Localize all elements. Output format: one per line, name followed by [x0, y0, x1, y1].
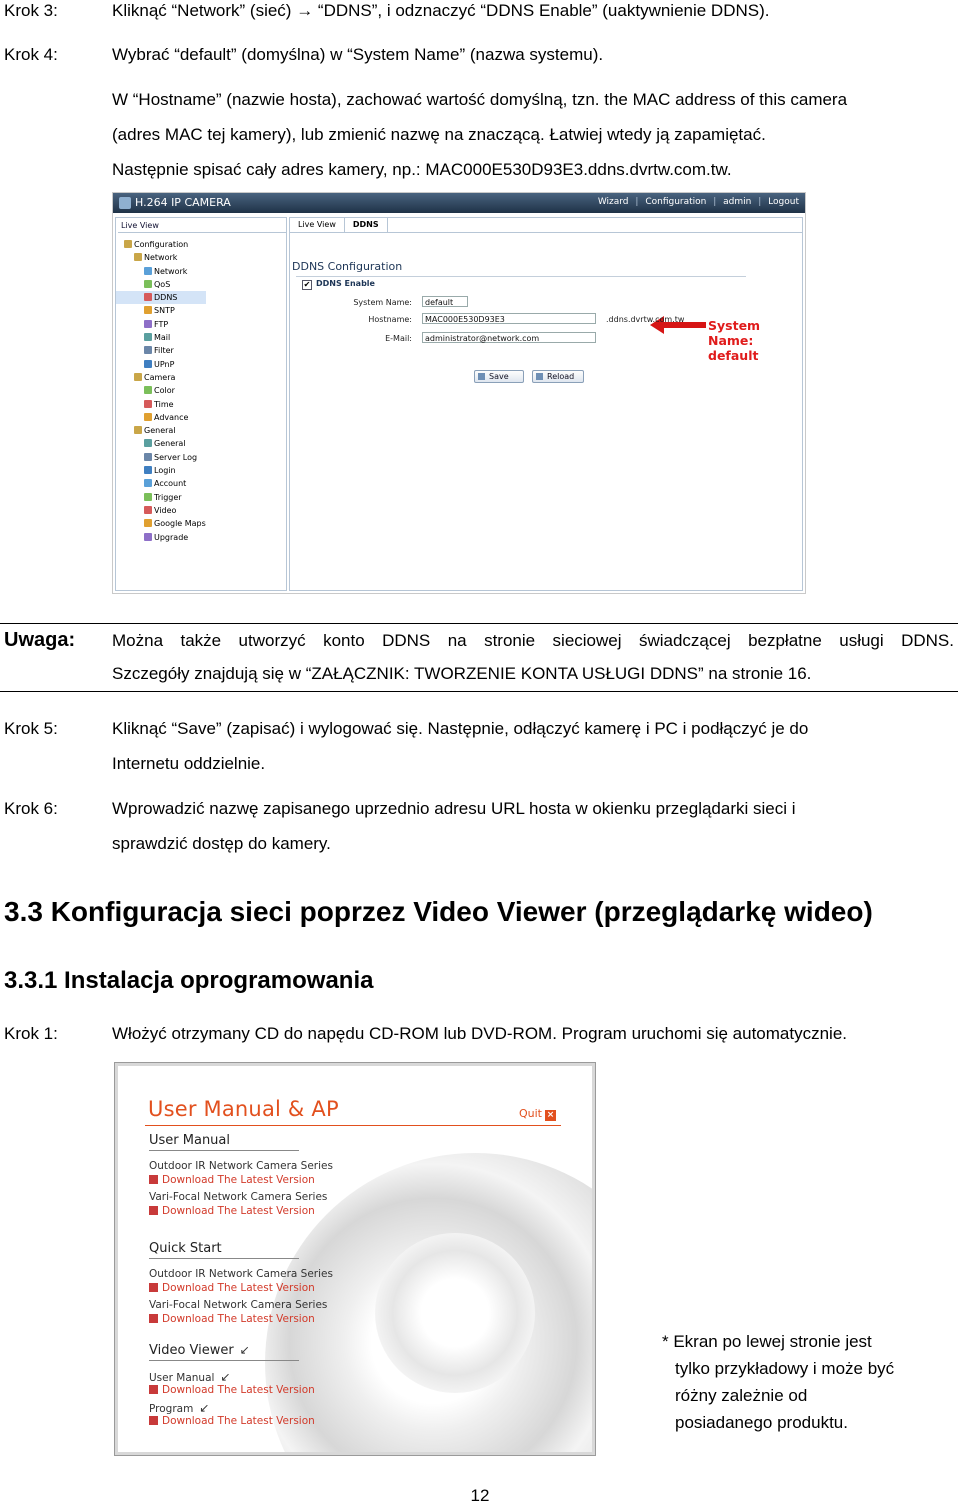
- tree-item-label: Network: [144, 253, 178, 263]
- tree-item-label: General: [144, 426, 176, 436]
- tree-item[interactable]: [116, 491, 206, 504]
- nav-separator: |: [635, 197, 639, 207]
- save-button[interactable]: [474, 370, 524, 383]
- page-icon: [144, 320, 152, 328]
- sidebar-tab-live-view[interactable]: Live View: [118, 220, 286, 233]
- cd-item-label: Download The Latest Version: [162, 1415, 315, 1427]
- subsection-heading: 3.3.1 Instalacja oprogramowania: [4, 967, 374, 994]
- cd-menu-item[interactable]: [149, 1268, 333, 1280]
- cd-section-heading-text: User Manual: [149, 1133, 231, 1148]
- cd-item-label: User Manual: [149, 1372, 215, 1384]
- arrow-down-left-icon: ↙: [220, 1370, 231, 1384]
- page-icon: [144, 360, 152, 368]
- tree-item[interactable]: [116, 384, 206, 397]
- cd-section-heading-text: Quick Start: [149, 1241, 222, 1256]
- tree-item-label: UPnP: [154, 359, 175, 369]
- tree-item-label: Login: [154, 466, 176, 476]
- camera-logo-icon: [119, 197, 131, 209]
- download-icon: [149, 1283, 158, 1292]
- tree-item-label: Filter: [154, 346, 174, 356]
- ddns-enable-label: DDNS Enable: [316, 279, 375, 288]
- tree-item-label: Advance: [154, 412, 189, 422]
- tree-item-label: Time: [154, 399, 174, 409]
- page-icon: [144, 386, 152, 394]
- page-icon: [144, 506, 152, 514]
- page-icon: [144, 493, 152, 501]
- download-link[interactable]: [149, 1384, 315, 1396]
- arrow-down-left-icon: ↙: [199, 1401, 210, 1415]
- download-icon: [149, 1206, 158, 1215]
- tree-item[interactable]: [116, 251, 206, 264]
- cd-item-label: Outdoor IR Network Camera Series: [149, 1268, 333, 1280]
- cd-section-heading-text: Video Viewer: [149, 1343, 234, 1358]
- page-number: 12: [470, 1486, 490, 1505]
- hostname-label: Hostname:: [368, 315, 412, 324]
- download-link[interactable]: [149, 1282, 315, 1294]
- download-link[interactable]: [149, 1174, 315, 1186]
- ddns-enable-checkbox[interactable]: ✔: [303, 280, 311, 289]
- cd-menu-item[interactable]: [149, 1299, 327, 1311]
- quit-label: Quit: [519, 1107, 542, 1120]
- main-tabs: [290, 218, 802, 233]
- config-tree: [116, 238, 206, 544]
- tree-item-label: Trigger: [154, 492, 182, 502]
- camera-nav: [594, 197, 799, 207]
- download-icon: [149, 1385, 158, 1394]
- save-label: Save: [489, 372, 509, 381]
- cd-item-label: Download The Latest Version: [162, 1384, 315, 1396]
- nav-admin[interactable]: admin: [723, 197, 752, 207]
- tree-item[interactable]: [116, 411, 206, 424]
- tree-item-label: FTP: [154, 319, 169, 329]
- email-label: E-Mail:: [385, 334, 412, 343]
- cd-menu-item[interactable]: [149, 1160, 333, 1172]
- tree-item-label: Account: [154, 479, 187, 489]
- step3-text: Kliknąć “Network” (sieć) → “DDNS”, i odznaczyć “DDNS Enable” (uaktywnienie DDNS).: [112, 1, 770, 20]
- camera-title: H.264 IP CAMERA: [135, 196, 231, 209]
- cd-section-heading: [149, 1241, 222, 1256]
- note-text-line: posiadanego produktu.: [675, 1413, 848, 1432]
- download-icon: [149, 1314, 158, 1323]
- tree-item[interactable]: [116, 344, 206, 357]
- cd-item-label: Download The Latest Version: [162, 1282, 315, 1294]
- cd-item-label: Outdoor IR Network Camera Series: [149, 1160, 333, 1172]
- close-icon: ×: [546, 1110, 555, 1120]
- step1-text: Włożyć otrzymany CD do napędu CD-ROM lub DVD-ROM. Program uruchomi się automatycznie.: [112, 1024, 848, 1043]
- download-link[interactable]: [149, 1415, 315, 1427]
- page-icon: [144, 267, 152, 275]
- hostname-input[interactable]: MAC000E530D93E3: [422, 313, 596, 324]
- section-underline: [149, 1360, 299, 1361]
- arrow-down-left-icon: ↙: [239, 1343, 250, 1357]
- page-icon: [144, 280, 152, 288]
- tree-item[interactable]: [116, 331, 206, 344]
- screenshot-note: [662, 1328, 894, 1436]
- cd-item-label: Program: [149, 1403, 194, 1415]
- tree-item[interactable]: [116, 278, 206, 291]
- tree-item-label: Camera: [144, 372, 176, 382]
- step5-line-2: Internetu oddzielnie.: [112, 754, 266, 773]
- tree-item[interactable]: [116, 437, 206, 450]
- tree-item-label: QoS: [154, 279, 171, 289]
- step1-label: Krok 1:: [4, 1024, 58, 1043]
- nav-separator: |: [758, 197, 762, 207]
- section-underline: [149, 1150, 299, 1151]
- cd-menu-item[interactable]: [149, 1370, 231, 1384]
- download-link[interactable]: [149, 1205, 315, 1217]
- note-line-2: Szczegóły znajdują się w “ZAŁĄCZNIK: TWORZENIE KONTA USŁUGI DDNS” na stronie 16.: [112, 664, 812, 683]
- divider: [0, 623, 958, 624]
- page-icon: [144, 413, 152, 421]
- tree-item[interactable]: [116, 504, 206, 517]
- save-icon: [478, 373, 485, 380]
- page-icon: [144, 333, 152, 341]
- reload-button[interactable]: [532, 370, 584, 383]
- camera-ui-screenshot: [112, 192, 806, 594]
- tree-item-label: Color: [154, 386, 175, 396]
- tree-item[interactable]: [116, 531, 206, 544]
- camera-sidebar: [115, 217, 287, 591]
- cd-item-label: Vari-Focal Network Camera Series: [149, 1191, 328, 1203]
- reload-label: Reload: [547, 372, 575, 381]
- system-name-select[interactable]: default: [422, 296, 468, 307]
- cd-item-label: Vari-Focal Network Camera Series: [149, 1299, 328, 1311]
- nav-logout[interactable]: Logout: [768, 197, 799, 207]
- tree-item[interactable]: [116, 451, 206, 464]
- tree-item-label: Google Maps: [154, 519, 206, 529]
- divider: [0, 691, 958, 692]
- tree-item-label: DDNS: [154, 293, 178, 303]
- tree-item-label: Upgrade: [154, 532, 189, 542]
- tree-item[interactable]: [116, 304, 206, 317]
- step6-label: Krok 6:: [4, 799, 58, 818]
- page-icon: [144, 519, 152, 527]
- tree-item[interactable]: [116, 318, 206, 331]
- cd-section-heading: [149, 1133, 230, 1148]
- tree-item-label: General: [154, 439, 186, 449]
- camera-main-panel: [289, 217, 803, 591]
- system-name-annotation: System Name: default: [708, 318, 761, 363]
- page-icon: [144, 439, 152, 447]
- page-icon: [144, 479, 152, 487]
- note-text-line: różny zależnie od: [675, 1386, 808, 1405]
- step5-line-1: Kliknąć “Save” (zapisać) i wylogować się. Następnie, odłączyć kamerę i PC i podłączyć je do: [112, 719, 809, 738]
- tree-item[interactable]: [116, 238, 206, 251]
- tree-item[interactable]: [116, 477, 206, 490]
- tree-item-label: Server Log: [154, 452, 198, 462]
- hostname-suffix: .ddns.dvrtw.com.tw: [606, 315, 685, 324]
- cd-item-label: Download The Latest Version: [162, 1174, 315, 1186]
- tree-item[interactable]: [116, 464, 206, 477]
- tree-item-label: SNTP: [154, 306, 175, 316]
- cd-item-label: Download The Latest Version: [162, 1313, 315, 1325]
- step4-detail-3: Następnie spisać cały adres kamery, np.: MAC000E530D93E3.ddns.dvrtw.com.tw.: [112, 160, 732, 179]
- tree-item-label: Configuration: [134, 240, 189, 249]
- ddns-heading: DDNS Configuration: [292, 260, 403, 273]
- nav-wizard[interactable]: Wizard: [597, 197, 629, 207]
- section-heading: 3.3 Konfiguracja sieci poprzez Video Viewer (przeglądarkę wideo): [4, 896, 873, 927]
- quit-button[interactable]: [519, 1107, 556, 1121]
- cd-section-heading: [149, 1343, 250, 1358]
- step4-detail-2: (adres MAC tej kamery), lub zmienić nazwę na znaczącą. Łatwiej wtedy ją zapamiętać.: [112, 125, 766, 144]
- folder-icon: [134, 253, 142, 261]
- note-text-line: tylko przykładowy i może być: [675, 1359, 895, 1378]
- tree-item[interactable]: [116, 358, 206, 371]
- tree-item-label: Network: [154, 266, 188, 276]
- camera-titlebar: [113, 193, 805, 213]
- step4-detail-1: W “Hostname” (nazwie hosta), zachować wartość domyślną, tzn. the MAC address of this camera: [112, 90, 848, 109]
- step5-label: Krok 5:: [4, 719, 58, 738]
- cd-title: User Manual & AP: [148, 1097, 339, 1121]
- page-icon: [144, 466, 152, 474]
- cd-menu-screenshot: [114, 1062, 596, 1456]
- nav-configuration[interactable]: Configuration: [645, 197, 707, 207]
- email-input[interactable]: administrator@network.com: [422, 332, 596, 343]
- step6-line-1: Wprowadzić nazwę zapisanego uprzednio adresu URL hosta w okienku przeglądarki sieci i: [112, 799, 796, 818]
- tree-item[interactable]: [116, 424, 206, 437]
- download-icon: [149, 1416, 158, 1425]
- note-label: Uwaga:: [4, 629, 76, 651]
- cd-frame: [115, 1063, 595, 1455]
- page-icon: [144, 400, 152, 408]
- page-icon: [144, 346, 152, 354]
- step6-line-2: sprawdzić dostęp do kamery.: [112, 834, 331, 853]
- title-underline: [145, 1125, 561, 1126]
- note-text-line: * Ekran po lewej stronie jest: [662, 1332, 872, 1351]
- tab-live-view[interactable]: Live View: [298, 220, 336, 229]
- step4-label: Krok 4:: [4, 45, 58, 64]
- tree-item[interactable]: [116, 265, 206, 278]
- page-icon: [144, 306, 152, 314]
- tree-item-label: Mail: [154, 333, 171, 343]
- tab-ddns[interactable]: DDNS: [344, 218, 388, 232]
- nav-separator: |: [713, 197, 717, 207]
- download-icon: [149, 1175, 158, 1184]
- download-link[interactable]: [149, 1313, 315, 1325]
- page-icon: [144, 533, 152, 541]
- page-icon: [144, 293, 152, 301]
- system-name-label: System Name:: [353, 298, 412, 307]
- cd-item-label: Download The Latest Version: [162, 1205, 315, 1217]
- tree-item[interactable]: [116, 398, 206, 411]
- tree-item-label: Video: [154, 505, 177, 515]
- reload-icon: [536, 373, 543, 380]
- cd-menu-item[interactable]: [149, 1191, 327, 1203]
- tree-item[interactable]: [116, 371, 206, 384]
- section-underline: [149, 1258, 299, 1259]
- folder-icon: [134, 426, 142, 434]
- folder-icon: [134, 373, 142, 381]
- cd-menu-item[interactable]: [149, 1401, 209, 1415]
- folder-icon: [124, 240, 132, 248]
- tree-item[interactable]: [116, 291, 206, 304]
- step3-label: Krok 3:: [4, 1, 58, 20]
- page-icon: [144, 453, 152, 461]
- note-line-1: Można także utworzyć konto DDNS na stronie sieciowej świadczącej bezpłatne usługi DDNS.: [112, 631, 954, 650]
- tree-item[interactable]: [116, 517, 206, 530]
- step4-text: Wybrać “default” (domyślna) w “System Name” (nazwa systemu).: [112, 45, 604, 64]
